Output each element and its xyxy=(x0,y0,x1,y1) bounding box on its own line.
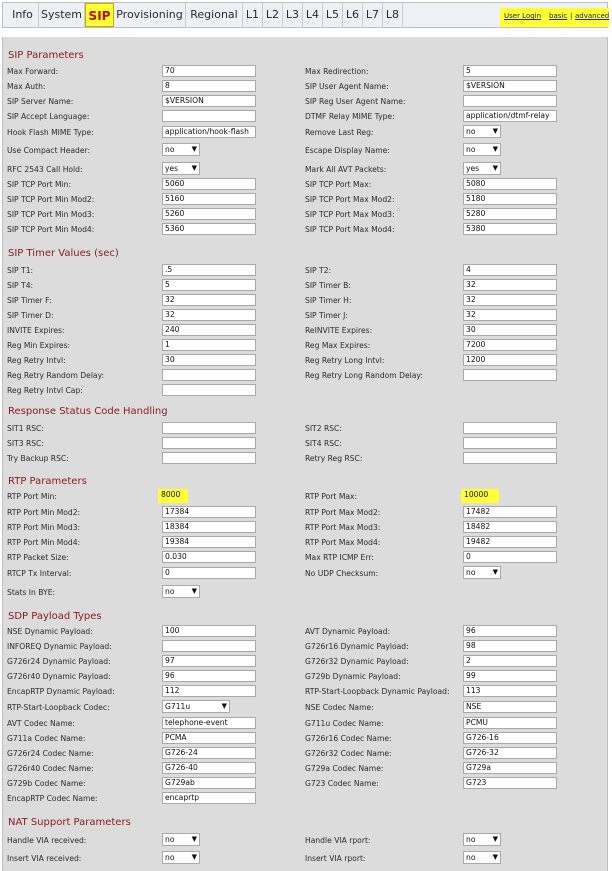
section-sip-parameters: SIP Parameters xyxy=(8,50,84,61)
rtp-port-min-mod4-input[interactable]: 19384 xyxy=(162,536,256,548)
label-escape-display-name: Escape Display Name: xyxy=(305,146,390,155)
sip-timer-f-input[interactable]: 32 xyxy=(162,294,256,306)
handle-via-received-select[interactable] xyxy=(162,833,200,846)
g729b-dynamic-payload-input[interactable]: 99 xyxy=(463,670,557,682)
label-sip-user-agent-name: SIP User Agent Name: xyxy=(305,82,389,91)
encaprtp-codec-name-input[interactable]: encaprtp xyxy=(162,792,256,804)
tab-l7[interactable]: L7 xyxy=(363,3,383,27)
label-insert-via-received: Insert VIA received: xyxy=(7,854,82,863)
section-rtp-parameters: RTP Parameters xyxy=(8,476,87,487)
label-sit2-rsc: SIT2 RSC: xyxy=(305,424,342,433)
section-response-status-code: Response Status Code Handling xyxy=(8,406,168,417)
sip-tcp-port-max-mod3-input[interactable]: 5280 xyxy=(463,208,557,220)
tab-l4[interactable]: L4 xyxy=(303,3,323,27)
escape-display-name-value: no xyxy=(466,145,476,154)
rfc-2543-call-hold-value: yes xyxy=(165,164,179,173)
try-backup-rsc-input[interactable] xyxy=(162,452,256,464)
g726r40-codec-name-input[interactable]: G726-40 xyxy=(162,762,256,774)
max-forward-input[interactable]: 70 xyxy=(162,65,256,77)
rtp-start-loopback-codec-select[interactable] xyxy=(162,700,230,713)
chevron-down-icon: ▼ xyxy=(492,164,498,172)
chevron-down-icon: ▼ xyxy=(191,853,197,861)
chevron-down-icon: ▼ xyxy=(191,145,197,153)
label-reg-retry-long-random-delay: Reg Retry Long Random Delay: xyxy=(305,371,423,380)
label-avt-codec-name: AVT Codec Name: xyxy=(7,719,75,728)
reg-retry-random-delay-input[interactable] xyxy=(162,369,256,381)
tab-l8[interactable]: L8 xyxy=(383,3,403,27)
tab-provisioning[interactable]: Provisioning xyxy=(114,3,186,27)
use-compact-header-select[interactable] xyxy=(162,143,200,156)
account-links xyxy=(500,8,609,27)
sip-tcp-port-min-input[interactable]: 5060 xyxy=(162,178,256,190)
label-g723-codec-name: G723 Codec Name: xyxy=(305,779,379,788)
rtp-port-max-input[interactable]: 10000 xyxy=(461,489,499,503)
remove-last-reg-select[interactable] xyxy=(463,125,501,138)
sit3-rsc-input[interactable] xyxy=(162,437,256,449)
encaprtp-dynamic-payload-input[interactable]: 112 xyxy=(162,685,256,697)
sip-server-name-input[interactable]: $VERSION xyxy=(162,95,256,107)
sip-timer-h-input[interactable]: 32 xyxy=(463,294,557,306)
label-sit3-rsc: SIT3 RSC: xyxy=(7,439,44,448)
sip-timer-b-input[interactable]: 32 xyxy=(463,279,557,291)
basic-link[interactable]: basic xyxy=(549,12,568,20)
rtp-port-max-mod2-input[interactable]: 17482 xyxy=(463,506,557,518)
max-redirection-input[interactable]: 5 xyxy=(463,65,557,77)
tab-l6[interactable]: L6 xyxy=(343,3,363,27)
label-sip-tcp-port-min-mod2: SIP TCP Port Min Mod2: xyxy=(7,195,95,204)
label-g726r24-dynamic-payload: G726r24 Dynamic Payload: xyxy=(7,657,111,666)
label-max-auth: Max Auth: xyxy=(7,82,46,91)
label-sip-tcp-port-max-mod4: SIP TCP Port Max Mod4: xyxy=(305,225,395,234)
label-g729b-dynamic-payload: G729b Dynamic Payload: xyxy=(305,672,401,681)
label-avt-dynamic-payload: AVT Dynamic Payload: xyxy=(305,627,391,636)
label-g726r32-dynamic-payload: G726r32 Dynamic Payload: xyxy=(305,657,409,666)
label-hook-flash-mime-type: Hook Flash MIME Type: xyxy=(7,128,94,137)
label-rtp-port-max-mod2: RTP Port Max Mod2: xyxy=(305,508,381,517)
label-handle-via-received: Handle VIA received: xyxy=(7,836,87,845)
nse-codec-name-input[interactable]: NSE xyxy=(463,701,557,713)
sip-timer-j-input[interactable]: 32 xyxy=(463,309,557,321)
label-rtp-port-max-mod3: RTP Port Max Mod3: xyxy=(305,523,381,532)
label-use-compact-header: Use Compact Header: xyxy=(7,146,91,155)
label-insert-via-rport: Insert VIA rport: xyxy=(305,854,366,863)
label-g726r32-codec-name: G726r32 Codec Name: xyxy=(305,749,392,758)
chevron-down-icon: ▼ xyxy=(191,164,197,172)
reg-min-expires-input[interactable]: 1 xyxy=(162,339,256,351)
sip-reg-user-agent-name-input[interactable] xyxy=(463,95,557,107)
link-divider: | xyxy=(570,12,573,20)
chevron-down-icon: ▼ xyxy=(191,587,197,595)
label-sip-t4: SIP T4: xyxy=(7,281,34,290)
tab-l5[interactable]: L5 xyxy=(323,3,343,27)
label-retry-reg-rsc: Retry Reg RSC: xyxy=(305,454,363,463)
g726r16-codec-name-input[interactable]: G726-16 xyxy=(463,732,557,744)
avt-codec-name-input[interactable]: telephone-event xyxy=(162,717,256,729)
label-g729a-codec-name: G729a Codec Name: xyxy=(305,764,384,773)
label-sip-t1: SIP T1: xyxy=(7,266,34,275)
reg-retry-intvl-cap-input[interactable] xyxy=(162,384,256,396)
label-g726r16-dynamic-payload: G726r16 Dynamic Payload: xyxy=(305,642,409,651)
insert-via-received-value: no xyxy=(165,853,175,862)
g711u-codec-name-input[interactable]: PCMU xyxy=(463,717,557,729)
label-sip-tcp-port-max-mod2: SIP TCP Port Max Mod2: xyxy=(305,195,395,204)
label-encaprtp-dynamic-payload: EncapRTP Dynamic Payload: xyxy=(7,687,115,696)
mark-all-avt-packets-value: yes xyxy=(466,164,480,173)
label-sip-tcp-port-max-mod3: SIP TCP Port Max Mod3: xyxy=(305,210,395,219)
label-rtp-port-min-mod4: RTP Port Min Mod4: xyxy=(7,538,81,547)
label-sip-timer-h: SIP Timer H: xyxy=(305,296,352,305)
handle-via-rport-value: no xyxy=(466,835,476,844)
remove-last-reg-value: no xyxy=(466,127,476,136)
chevron-down-icon: ▼ xyxy=(492,145,498,153)
label-reg-retry-intvl: Reg Retry Intvl: xyxy=(7,356,66,365)
chevron-down-icon: ▼ xyxy=(492,568,498,576)
reg-retry-intvl-input[interactable]: 30 xyxy=(162,354,256,366)
label-sit4-rsc: SIT4 RSC: xyxy=(305,439,342,448)
g726r32-codec-name-input[interactable]: G726-32 xyxy=(463,747,557,759)
sip-tcp-port-min-mod4-input[interactable]: 5360 xyxy=(162,223,256,235)
section-nat-support-parameters: NAT Support Parameters xyxy=(8,817,131,828)
dtmf-relay-mime-type-input[interactable]: application/dtmf-relay xyxy=(463,110,557,122)
g726r24-codec-name-input[interactable]: G726-24 xyxy=(162,747,256,759)
retry-reg-rsc-input[interactable] xyxy=(463,452,557,464)
max-auth-input[interactable]: 8 xyxy=(162,80,256,92)
label-rfc-2543-call-hold: RFC 2543 Call Hold: xyxy=(7,165,83,174)
label-reg-max-expires: Reg Max Expires: xyxy=(305,341,371,350)
label-rtp-start-loopback-dynamic-payload: RTP-Start-Loopback Dynamic Payload: xyxy=(305,687,450,696)
sip-t4-input[interactable]: 5 xyxy=(162,279,256,291)
section-sip-timer-values: SIP Timer Values (sec) xyxy=(8,248,119,259)
rtp-start-loopback-dynamic-payload-input[interactable]: 113 xyxy=(463,685,557,697)
rtp-port-max-mod4-input[interactable]: 19482 xyxy=(463,536,557,548)
inforeq-dynamic-payload-input[interactable] xyxy=(162,640,256,652)
rtp-packet-size-input[interactable]: 0.030 xyxy=(162,551,256,563)
label-inforeq-dynamic-payload: INFOREQ Dynamic Payload: xyxy=(7,642,112,651)
label-sip-tcp-port-min-mod4: SIP TCP Port Min Mod4: xyxy=(7,225,95,234)
sip-tcp-port-min-mod3-input[interactable]: 5260 xyxy=(162,208,256,220)
label-sip-tcp-port-min: SIP TCP Port Min: xyxy=(7,180,72,189)
g726r24-dynamic-payload-input[interactable]: 97 xyxy=(162,655,256,667)
sit1-rsc-input[interactable] xyxy=(162,422,256,434)
handle-via-received-value: no xyxy=(165,835,175,844)
user-login-link[interactable]: User Login xyxy=(504,12,542,20)
nse-dynamic-payload-input[interactable]: 100 xyxy=(162,625,256,637)
label-rtp-start-loopback-codec: RTP-Start-Loopback Codec: xyxy=(7,703,110,712)
insert-via-received-select[interactable] xyxy=(162,851,200,864)
label-g711u-codec-name: G711u Codec Name: xyxy=(305,719,384,728)
label-sip-timer-f: SIP Timer F: xyxy=(7,296,52,305)
sip-tcp-port-max-mod4-input[interactable]: 5380 xyxy=(463,223,557,235)
reg-retry-long-intvl-input[interactable]: 1200 xyxy=(463,354,557,366)
sip-tcp-port-min-mod2-input[interactable]: 5160 xyxy=(162,193,256,205)
no-udp-checksum-select[interactable] xyxy=(463,566,501,579)
label-max-forward: Max Forward: xyxy=(7,67,59,76)
g726r40-dynamic-payload-input[interactable]: 96 xyxy=(162,670,256,682)
label-reg-retry-long-intvl: Reg Retry Long Intvl: xyxy=(305,356,385,365)
sip-t1-input[interactable]: .5 xyxy=(162,264,256,276)
section-sdp-payload-types: SDP Payload Types xyxy=(8,611,102,622)
label-stats-in-bye: Stats In BYE: xyxy=(7,588,56,597)
settings-panel xyxy=(2,37,608,871)
sip-timer-d-input[interactable]: 32 xyxy=(162,309,256,321)
label-mark-all-avt-packets: Mark All AVT Packets: xyxy=(305,165,387,174)
label-sip-accept-language: SIP Accept Language: xyxy=(7,112,90,121)
stats-in-bye-value: no xyxy=(165,587,175,596)
g726r32-dynamic-payload-input[interactable]: 2 xyxy=(463,655,557,667)
sip-tcp-port-max-input[interactable]: 5080 xyxy=(463,178,557,190)
label-encaprtp-codec-name: EncapRTP Codec Name: xyxy=(7,794,98,803)
label-g726r40-codec-name: G726r40 Codec Name: xyxy=(7,764,94,773)
label-max-redirection: Max Redirection: xyxy=(305,67,369,76)
chevron-down-icon: ▼ xyxy=(492,127,498,135)
g723-codec-name-input[interactable]: G723 xyxy=(463,777,557,789)
label-invite-expires: INVITE Expires: xyxy=(7,326,65,335)
max-rtp-icmp-err-input[interactable]: 0 xyxy=(463,551,557,563)
reg-max-expires-input[interactable]: 7200 xyxy=(463,339,557,351)
g726r16-dynamic-payload-input[interactable]: 98 xyxy=(463,640,557,652)
rfc-2543-call-hold-select[interactable] xyxy=(162,162,200,175)
label-g726r24-codec-name: G726r24 Codec Name: xyxy=(7,749,94,758)
chevron-down-icon: ▼ xyxy=(492,835,498,843)
tab-system[interactable]: System xyxy=(39,3,85,27)
chevron-down-icon: ▼ xyxy=(221,702,227,710)
chevron-down-icon: ▼ xyxy=(191,835,197,843)
rtp-port-min-input[interactable]: 8000 xyxy=(158,489,188,503)
sit4-rsc-input[interactable] xyxy=(463,437,557,449)
label-rtp-port-min: RTP Port Min: xyxy=(7,492,57,501)
label-rtp-port-max-mod4: RTP Port Max Mod4: xyxy=(305,538,381,547)
label-remove-last-reg: Remove Last Reg: xyxy=(305,128,374,137)
label-g729b-codec-name: G729b Codec Name: xyxy=(7,779,86,788)
tab-l2[interactable]: L2 xyxy=(263,3,283,27)
label-reg-retry-intvl-cap: Reg Retry Intvl Cap: xyxy=(7,386,83,395)
top-nav xyxy=(2,2,608,28)
label-reg-min-expires: Reg Min Expires: xyxy=(7,341,71,350)
sip-user-agent-name-input[interactable]: $VERSION xyxy=(463,80,557,92)
no-udp-checksum-value: no xyxy=(466,568,476,577)
label-sip-timer-j: SIP Timer J: xyxy=(305,311,348,320)
advanced-link[interactable]: advanced xyxy=(575,12,610,20)
label-rtp-packet-size: RTP Packet Size: xyxy=(7,553,69,562)
insert-via-rport-value: no xyxy=(466,853,476,862)
tab-regional[interactable]: Regional xyxy=(186,3,243,27)
g729a-codec-name-input[interactable]: G729a xyxy=(463,762,557,774)
tab-sip[interactable]: SIP xyxy=(85,3,114,27)
reinvite-expires-input[interactable]: 30 xyxy=(463,324,557,336)
sip-accept-language-input[interactable] xyxy=(162,110,256,122)
label-sip-t2: SIP T2: xyxy=(305,266,332,275)
use-compact-header-value: no xyxy=(165,145,175,154)
label-sip-tcp-port-min-mod3: SIP TCP Port Min Mod3: xyxy=(7,210,95,219)
label-sip-timer-b: SIP Timer B: xyxy=(305,281,351,290)
tab-l1[interactable]: L1 xyxy=(243,3,263,27)
stats-in-bye-select[interactable] xyxy=(162,585,200,598)
label-nse-codec-name: NSE Codec Name: xyxy=(305,703,374,712)
rtp-start-loopback-codec-value: G711u xyxy=(165,702,191,711)
rtp-port-min-mod3-input[interactable]: 18384 xyxy=(162,521,256,533)
handle-via-rport-select[interactable] xyxy=(463,833,501,846)
reg-retry-long-random-delay-input[interactable] xyxy=(463,369,557,381)
label-rtp-port-min-mod3: RTP Port Min Mod3: xyxy=(7,523,81,532)
label-g726r16-codec-name: G726r16 Codec Name: xyxy=(305,734,392,743)
label-rtp-port-min-mod2: RTP Port Min Mod2: xyxy=(7,508,81,517)
label-no-udp-checksum: No UDP Checksum: xyxy=(305,569,379,578)
label-reinvite-expires: ReINVITE Expires: xyxy=(305,326,373,335)
label-sip-server-name: SIP Server Name: xyxy=(7,97,74,106)
insert-via-rport-select[interactable] xyxy=(463,851,501,864)
rtp-port-max-mod3-input[interactable]: 18482 xyxy=(463,521,557,533)
tab-info[interactable]: Info xyxy=(7,3,39,27)
label-nse-dynamic-payload: NSE Dynamic Payload: xyxy=(7,627,93,636)
label-max-rtp-icmp-err: Max RTP ICMP Err: xyxy=(305,553,374,562)
sip-tcp-port-max-mod2-input[interactable]: 5180 xyxy=(463,193,557,205)
rtp-port-min-mod2-input[interactable]: 17384 xyxy=(162,506,256,518)
label-sip-tcp-port-max: SIP TCP Port Max: xyxy=(305,180,372,189)
label-reg-retry-random-delay: Reg Retry Random Delay: xyxy=(7,371,105,380)
label-dtmf-relay-mime-type: DTMF Relay MIME Type: xyxy=(305,112,395,121)
label-handle-via-rport: Handle VIA rport: xyxy=(305,836,371,845)
label-sip-timer-d: SIP Timer D: xyxy=(7,311,54,320)
label-try-backup-rsc: Try Backup RSC: xyxy=(7,454,69,463)
label-sit1-rsc: SIT1 RSC: xyxy=(7,424,44,433)
label-rtp-port-max: RTP Port Max: xyxy=(305,492,358,501)
tab-l3[interactable]: L3 xyxy=(283,3,303,27)
g711a-codec-name-input[interactable]: PCMA xyxy=(162,732,256,744)
hook-flash-mime-type-input[interactable]: application/hook-flash xyxy=(162,126,256,138)
sip-t2-input[interactable]: 4 xyxy=(463,264,557,276)
sit2-rsc-input[interactable] xyxy=(463,422,557,434)
label-rtcp-tx-interval: RTCP Tx Interval: xyxy=(7,569,72,578)
label-sip-reg-user-agent-name: SIP Reg User Agent Name: xyxy=(305,97,406,106)
escape-display-name-select[interactable] xyxy=(463,143,501,156)
g729b-codec-name-input[interactable]: G729ab xyxy=(162,777,256,789)
label-g726r40-dynamic-payload: G726r40 Dynamic Payload: xyxy=(7,672,111,681)
chevron-down-icon: ▼ xyxy=(492,853,498,861)
invite-expires-input[interactable]: 240 xyxy=(162,324,256,336)
mark-all-avt-packets-select[interactable] xyxy=(463,162,501,175)
label-g711a-codec-name: G711a Codec Name: xyxy=(7,734,86,743)
rtcp-tx-interval-input[interactable]: 0 xyxy=(162,567,256,579)
avt-dynamic-payload-input[interactable]: 96 xyxy=(463,625,557,637)
